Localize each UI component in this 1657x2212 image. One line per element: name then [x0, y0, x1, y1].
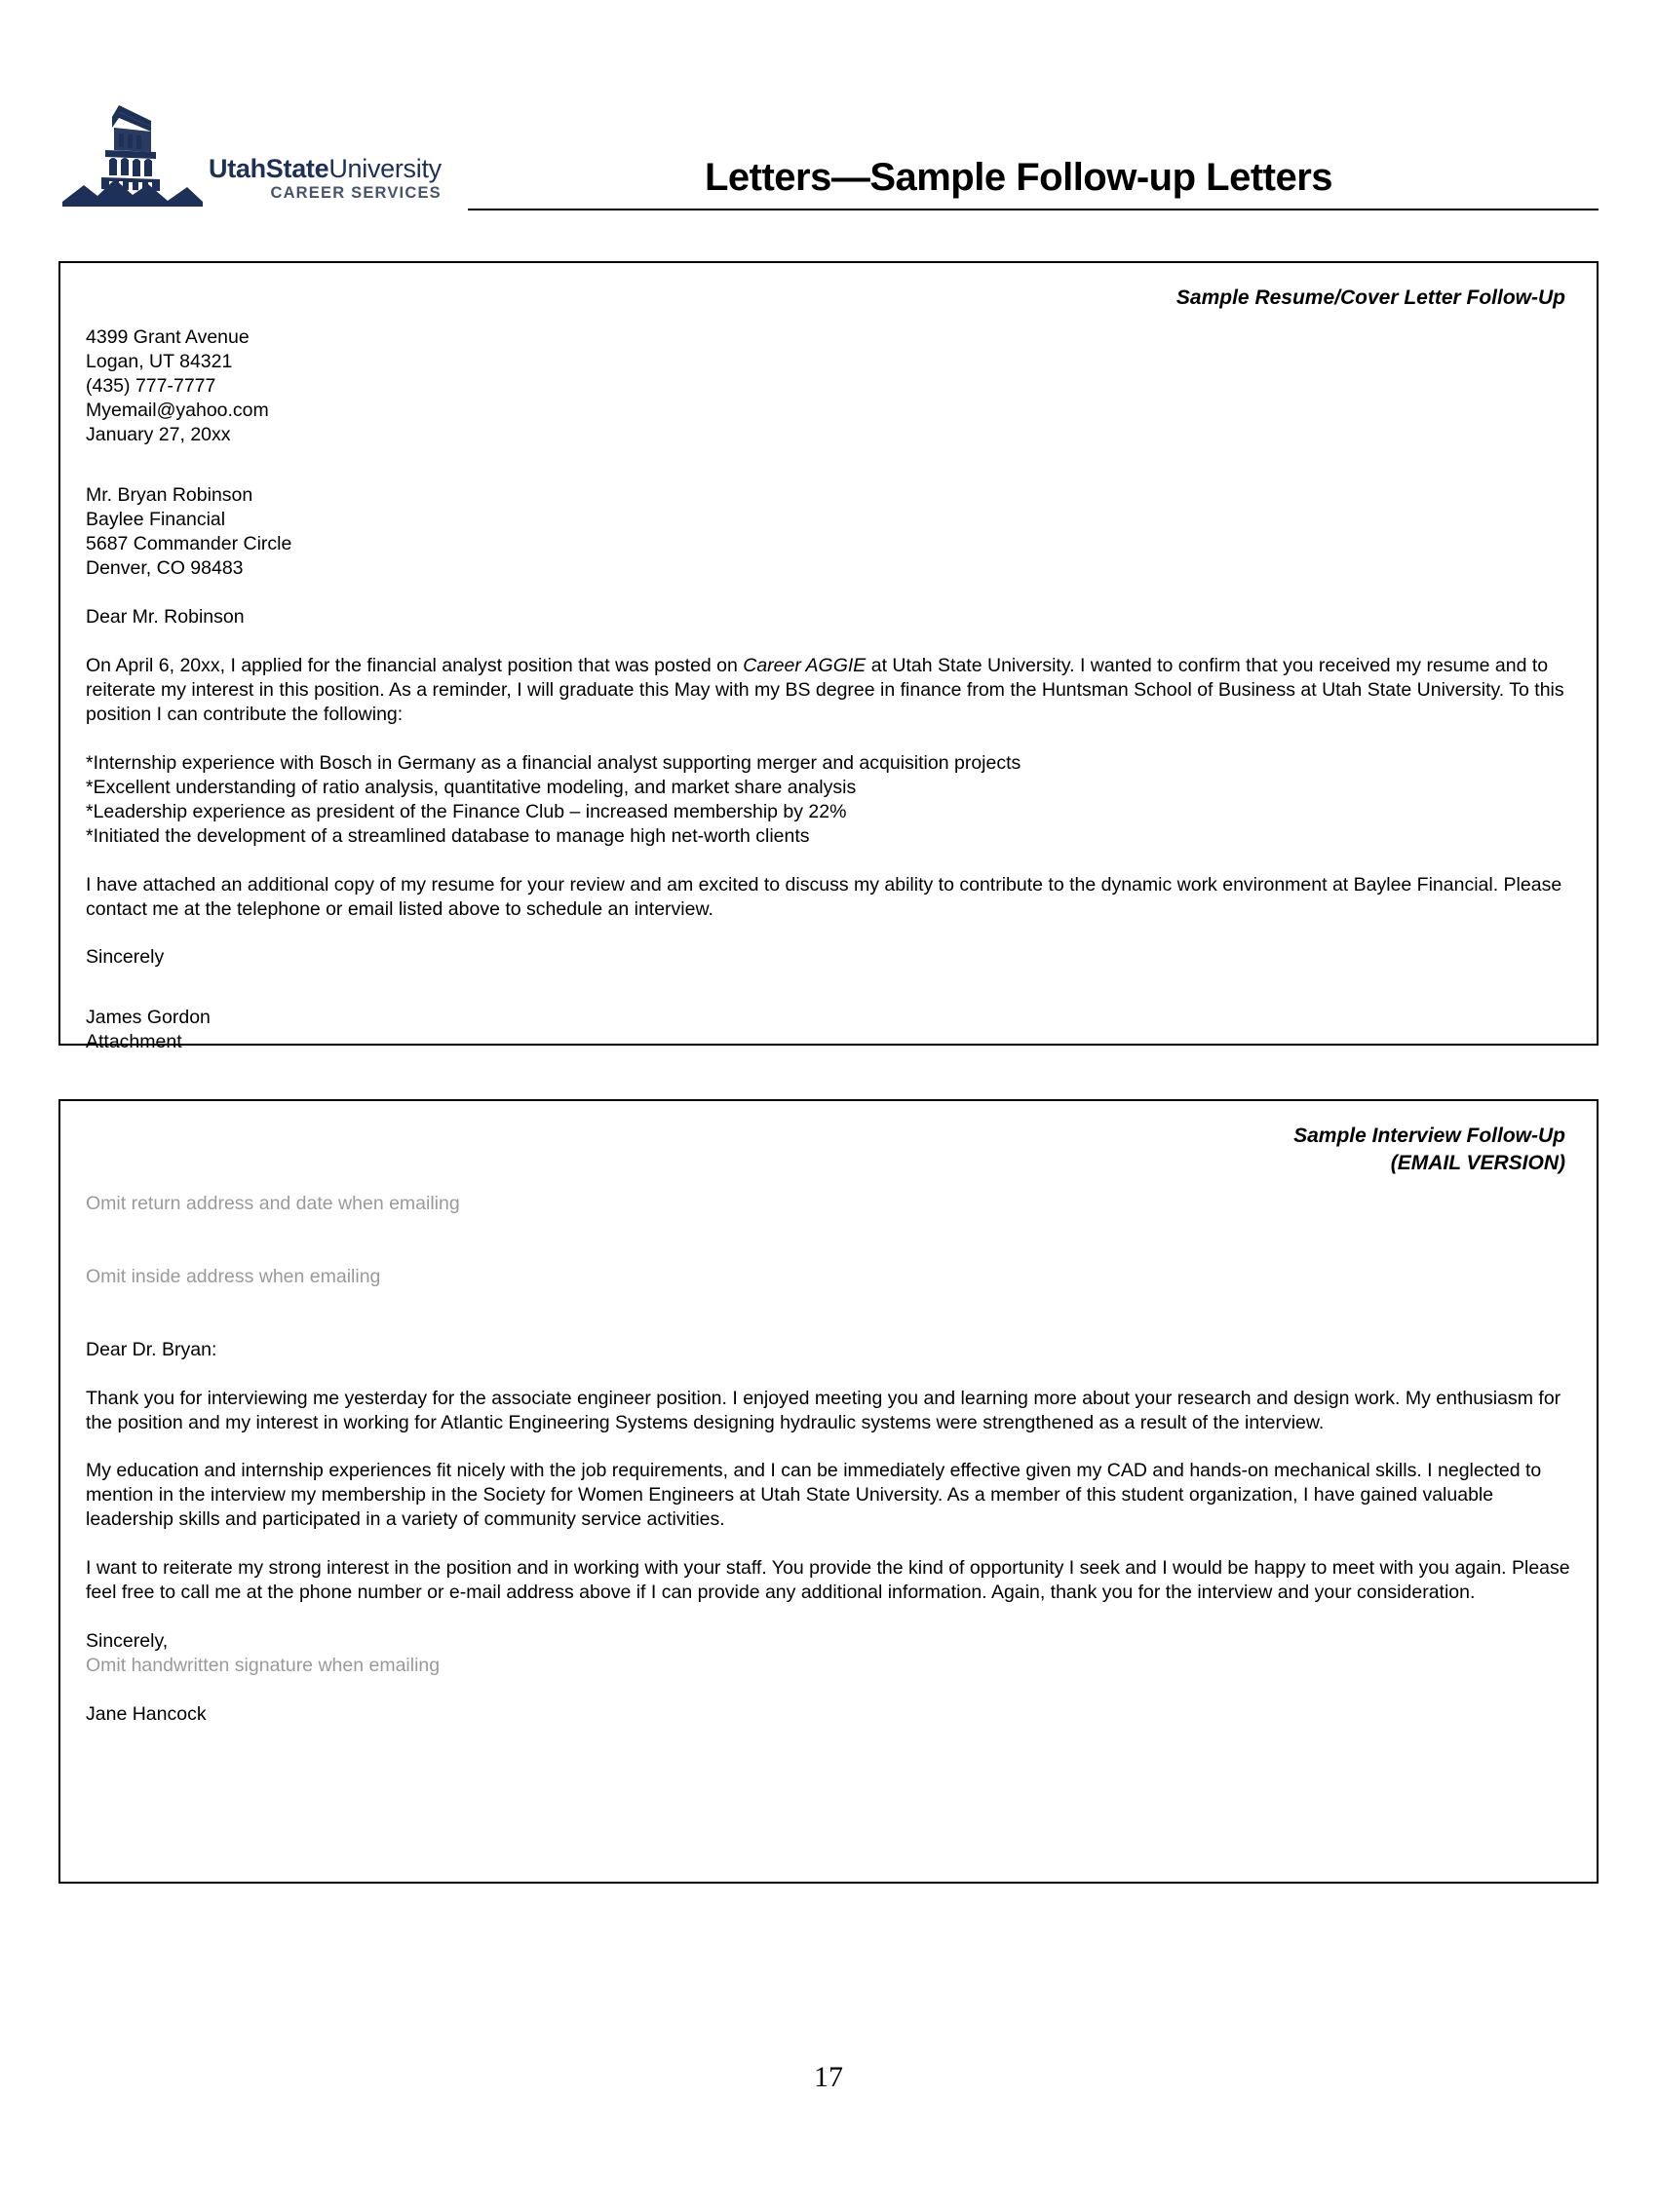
title-container: [468, 156, 1599, 214]
spacer: [86, 1314, 1571, 1338]
letter1-enclosure-note: Attachment: [86, 1031, 182, 1053]
letter1-closing: Sincerely: [86, 946, 165, 969]
letter1-heading: Sample Resume/Cover Letter Follow-Up: [1175, 286, 1565, 309]
letter1-bullet-item: *Initiated the development of a streamlined database to manage high net-worth clients: [86, 824, 810, 847]
page-header: [58, 68, 1599, 214]
logo-name-light: University: [328, 153, 442, 183]
letter1-signature-name: James Gordon: [86, 1007, 211, 1029]
spacer: [86, 921, 1571, 945]
spacer: [86, 447, 1571, 472]
letter2-paragraph-3: I want to reiterate my strong interest in the position and in working with your staff. You provide the kind of opportunity I seek and I would be happy to meet with you again. Please feel free to call me at the phone number or e-mail address above if I can provide any additional information. Again, thank you for the interview and your consideration.: [86, 1557, 1570, 1604]
spacer: [86, 1434, 1571, 1459]
spacer: [86, 1605, 1571, 1629]
inside-address-line: Denver, CO 98483: [86, 556, 244, 579]
return-address-line: Logan, UT 84321: [86, 351, 233, 373]
spacer: [86, 1289, 1571, 1314]
return-address-line: Myemail@yahoo.com: [86, 400, 269, 422]
university-building-logo-icon: [58, 101, 205, 209]
letter2-closing: Sincerely,: [86, 1630, 169, 1653]
spacer: [86, 1362, 1571, 1387]
paragraph1-text-a: On April 6, 20xx, I applied for the financial analyst position that was posted on: [86, 654, 744, 676]
spacer: [86, 1240, 1571, 1265]
logo-name-bold: UtahState: [209, 153, 329, 183]
letter1-body: [86, 325, 1571, 1054]
career-aggie-italic: Career AGGIE: [743, 654, 867, 676]
return-address-line: (435) 777-7777: [86, 375, 216, 398]
inside-address-line: Baylee Financial: [86, 509, 226, 531]
logo-wordmark: [209, 153, 442, 210]
page-number: 17: [814, 2061, 843, 2093]
letter2-heading-line1: Sample Interview Follow-Up: [1293, 1125, 1565, 1147]
letter2-paragraph-1: Thank you for interviewing me yesterday for the associate engineer position. I enjoyed meeting you and learning more about your research and design work. My enthusiasm for the position and my interest in working for Atlantic Engineering Systems designing hydraulic systems were strengthened as a result of the interview.: [86, 1387, 1561, 1433]
letter1-paragraph-1: [86, 654, 1571, 727]
letter1-bullet-item: *Leadership experience as president of the Finance Club – increased membership by 22%: [86, 800, 847, 822]
letter2-body: [86, 1192, 1571, 1727]
spacer: [86, 970, 1571, 994]
spacer: [86, 629, 1571, 654]
page-title: Letters—Sample Follow-up Letters: [704, 156, 1333, 199]
spacer: [86, 727, 1571, 751]
spacer: [86, 994, 1571, 1006]
spacer: [86, 1678, 1571, 1702]
spacer: [86, 581, 1571, 605]
letter2-paragraph-2: My education and internship experiences fit nicely with the job requirements, and I can be immediately effective given my CAD and hands-on mechanical skills. I neglected to mention in the interview my membership in the Society for Women Engineers at Utah State University. As a member of this student organization, I have gained valuable leadership skills and participated in a variety of community service activities.: [86, 1460, 1542, 1531]
letter1-bullet-item: *Internship experience with Bosch in Germany as a financial analyst supporting merger and acquisition projects: [86, 751, 1021, 774]
paragraph1-text-b: at Utah State University. I wanted to confirm that you received my resume and to reiterate my interest in this position. As a reminder, I will graduate this May with my BS degree in finance from the Huntsman School of Business at Utah State University. To this position I can contribute the following:: [86, 654, 1564, 725]
letter2-salutation: Dear Dr. Bryan:: [86, 1338, 217, 1360]
spacer: [86, 1216, 1571, 1240]
letter2-heading: [86, 1123, 1571, 1178]
return-address-line: 4399 Grant Avenue: [86, 326, 250, 349]
spacer: [86, 472, 1571, 483]
omit-return-address-note: Omit return address and date when emailing: [86, 1192, 460, 1214]
letter2-signature-name: Jane Hancock: [86, 1703, 207, 1726]
sample-letter-box-resume-followup: [58, 261, 1599, 1053]
inside-address-line: 5687 Commander Circle: [86, 533, 292, 555]
title-underline-rule: [468, 209, 1599, 210]
omit-inside-address-note: Omit inside address when emailing: [86, 1265, 381, 1287]
letter1-salutation: Dear Mr. Robinson: [86, 605, 245, 628]
spacer: [86, 1532, 1571, 1556]
letter1-bullet-item: *Excellent understanding of ratio analysis, quantitative modeling, and market share analysis: [86, 776, 857, 798]
document-page: [0, 68, 1657, 2212]
letter2-heading-line2: (EMAIL VERSION): [1390, 1152, 1565, 1175]
usu-career-services-logo: [58, 101, 468, 214]
inside-address-line: Mr. Bryan Robinson: [86, 484, 253, 507]
logo-subtitle: CAREER SERVICES: [270, 183, 442, 202]
spacer: [86, 849, 1571, 873]
omit-signature-note: Omit handwritten signature when emailing: [86, 1655, 441, 1677]
return-address-date: January 27, 20xx: [86, 424, 231, 446]
sample-letter-box-interview-followup: [58, 1099, 1599, 1884]
letter1-paragraph-2: I have attached an additional copy of my resume for your review and am excited to discuss my ability to contribute to the dynamic work environment at Baylee Financial. Please contact me at the telephone or email listed above to schedule an interview.: [86, 873, 1562, 920]
